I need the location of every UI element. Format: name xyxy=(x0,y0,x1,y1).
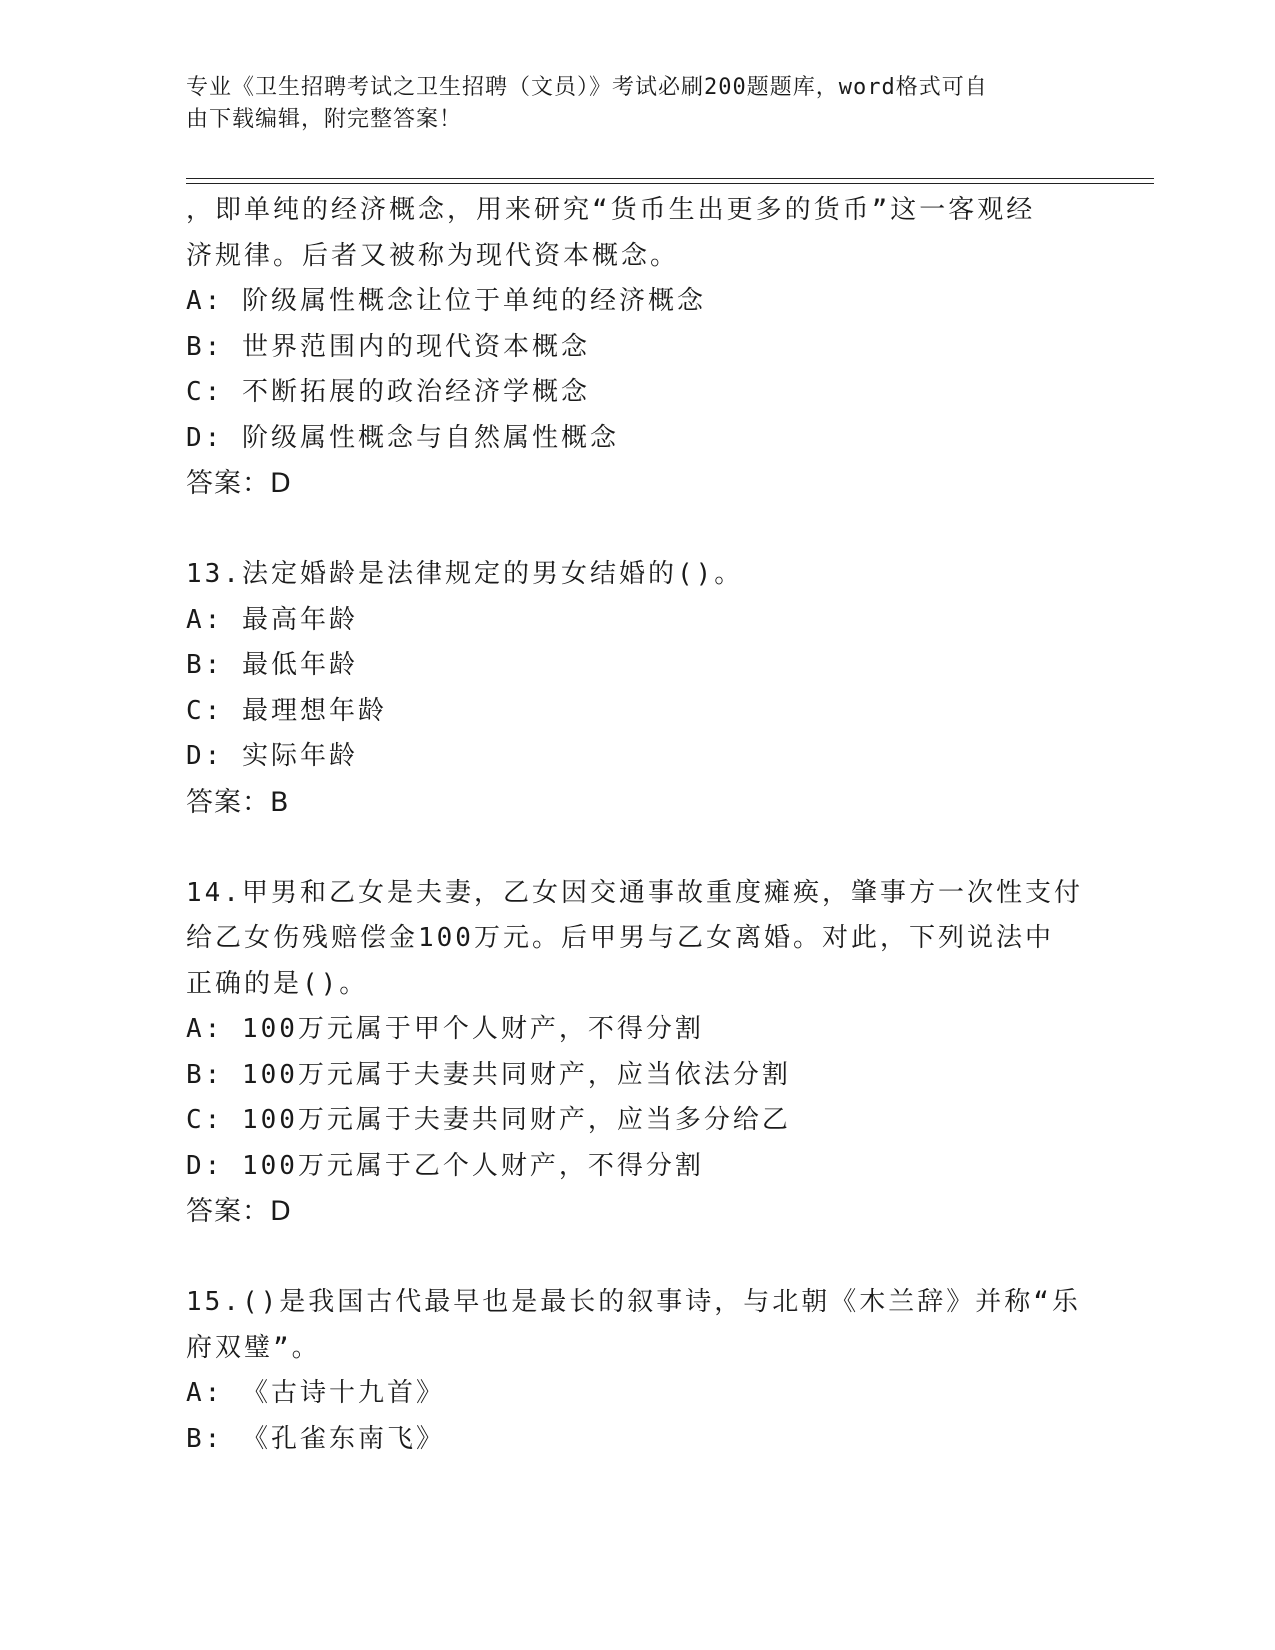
option-b: B: 《孔雀东南飞》 xyxy=(186,1423,445,1454)
question-text-line: 15.()是我国古代最早也是最长的叙事诗，与北朝《木兰辞》并称“乐 xyxy=(186,1287,1081,1317)
spacer xyxy=(186,507,1086,553)
option-a: A: 最高年龄 xyxy=(186,604,358,635)
answer-line: 答案：D xyxy=(186,468,292,499)
header-line-2: 由下载编辑，附完整答案！ xyxy=(186,107,463,132)
spacer xyxy=(186,1235,1086,1281)
option-a: A: 《古诗十九首》 xyxy=(186,1378,445,1408)
document-header xyxy=(186,72,1066,136)
answer-line: 答案：B xyxy=(186,786,290,818)
option-b: B: 100万元属于夫妻共同财产，应当依法分割 xyxy=(186,1059,791,1090)
question-15 xyxy=(186,1280,1086,1462)
question-text-line: ，即单纯的经济概念，用来研究“货币生出更多的货币”这一客观经 xyxy=(186,195,1036,225)
question-text-line: 给乙女伤残赔偿金100万元。后甲男与乙女离婚。对此，下列说法中 xyxy=(186,923,1054,953)
question-text-line: 府双璧”。 xyxy=(186,1332,321,1363)
header-divider-bottom xyxy=(186,183,1154,184)
option-b: B: 最低年龄 xyxy=(186,650,358,680)
spacer xyxy=(186,825,1086,871)
question-text-line: 正确的是()。 xyxy=(186,968,369,999)
question-12-continuation xyxy=(186,188,1086,507)
option-c: C: 不断拓展的政治经济学概念 xyxy=(186,377,590,407)
option-c: C: 100万元属于夫妻共同财产，应当多分给乙 xyxy=(186,1105,791,1135)
question-14 xyxy=(186,871,1086,1235)
option-c: C: 最理想年龄 xyxy=(186,695,387,726)
option-d: D: 阶级属性概念与自然属性概念 xyxy=(186,422,619,453)
question-content xyxy=(186,188,1086,1462)
question-text-line: 14.甲男和乙女是夫妻，乙女因交通事故重度瘫痪，肇事方一次性支付 xyxy=(186,877,1083,908)
option-a: A: 100万元属于甲个人财产，不得分割 xyxy=(186,1014,704,1044)
option-a: A: 阶级属性概念让位于单纯的经济概念 xyxy=(186,286,706,316)
option-b: B: 世界范围内的现代资本概念 xyxy=(186,331,590,362)
option-d: D: 实际年龄 xyxy=(186,741,358,771)
question-text-line: 13.法定婚龄是法律规定的男女结婚的()。 xyxy=(186,559,744,589)
option-d: D: 100万元属于乙个人财产，不得分割 xyxy=(186,1150,704,1181)
question-13 xyxy=(186,552,1086,825)
header-line-1: 专业《卫生招聘考试之卫生招聘（文员）》考试必刷200题题库，word格式可自 xyxy=(186,75,988,100)
answer-line: 答案：D xyxy=(186,1196,292,1227)
header-divider-top xyxy=(186,178,1154,179)
question-text-line: 济规律。后者又被称为现代资本概念。 xyxy=(186,240,680,271)
